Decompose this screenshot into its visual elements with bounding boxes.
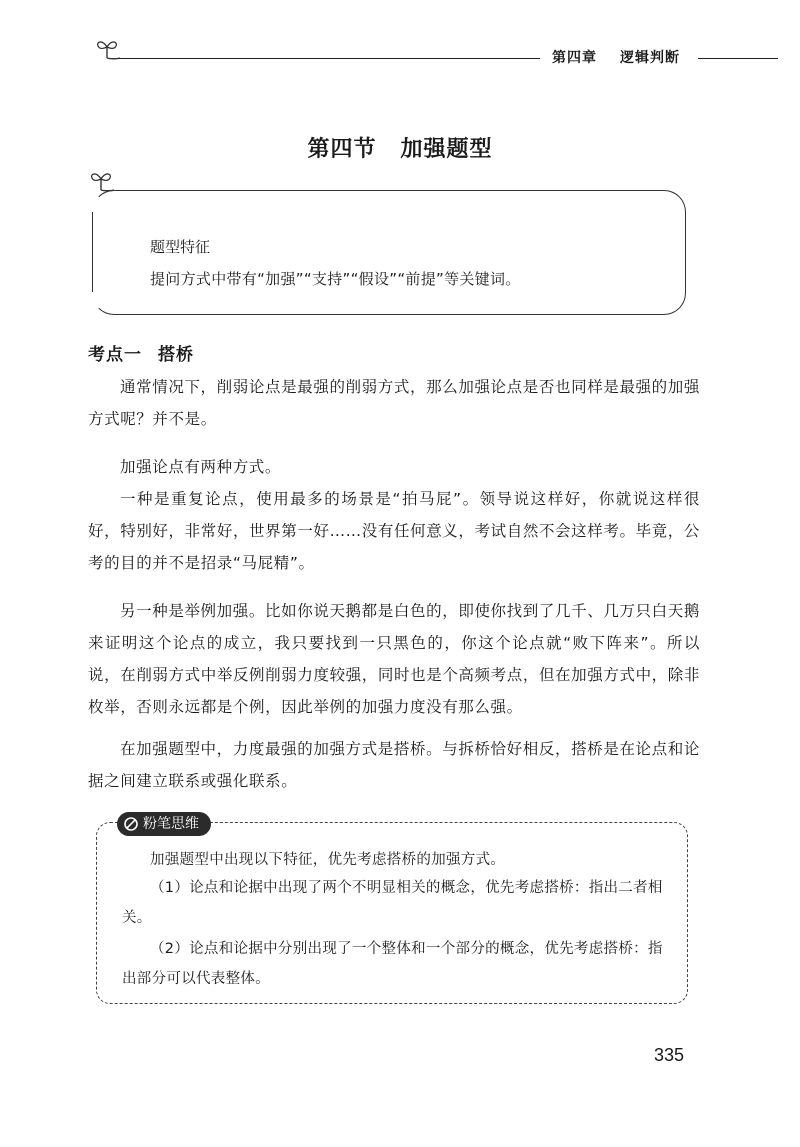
paragraph: 一种是重复论点，使用最多的场景是“拍马屁”。领导说这样好，你就说这样很好，特别好，非常好，世界第一好……没有任何意义，考试自然不会这样考。毕竟，公考的目的并不是招录“马屁精”。 — [88, 490, 700, 572]
key-point-title: 搭桥 — [158, 345, 194, 365]
key-point-heading — [88, 340, 194, 365]
header-chapter: 第四章 — [552, 50, 597, 66]
paragraph: 通常情况下，削弱论点是最强的削弱方式，那么加强论点是否也同样是最强的加强方式呢？并不是。 — [88, 378, 700, 428]
sprout-icon — [94, 36, 120, 60]
section-title — [0, 132, 800, 163]
paragraph: 加强论点有两种方式。 — [120, 458, 282, 476]
chalk-thinking-label: 粉笔思维 — [143, 816, 199, 832]
header-rule-right — [698, 58, 778, 59]
prohibit-icon — [123, 816, 139, 832]
header-topic: 逻辑判断 — [620, 50, 680, 66]
chalk-intro: 加强题型中出现以下特征，优先考虑搭桥的加强方式。 — [150, 852, 506, 868]
header-rule-left — [118, 58, 540, 59]
feature-heading: 题型特征 — [150, 238, 211, 256]
paragraph: 另一种是举例加强。比如你说天鹅都是白色的，即使你找到了几千、几万只白天鹅来证明这个论点的成立，我只要找到一只黑色的，你这个论点就“败下阵来”。所以说，在削弱方式中举反例削弱力度较强，同时也是个高频考点，但在加强方式中，除非枚举，否则永远都是个例，因此举例的加强力度没有那么强。 — [88, 602, 700, 716]
chalk-item: （2）论点和论据中分别出现了一个整体和一个部分的概念，优先考虑搭桥：指出部分可以代表整体。 — [122, 941, 663, 987]
page-number: 335 — [654, 1045, 685, 1065]
chalk-item: （1）论点和论据中出现了两个不明显相关的概念，优先考虑搭桥：指出二者相关。 — [122, 880, 663, 926]
chalk-thinking-tag — [117, 812, 211, 836]
sprout-icon — [88, 168, 114, 192]
feature-box-left-edge — [92, 212, 93, 292]
paragraph: 在加强题型中，力度最强的加强方式是搭桥。与拆桥恰好相反，搭桥是在论点和论据之间建立联系或强化联系。 — [88, 740, 700, 790]
section-name: 加强题型 — [400, 137, 493, 162]
section-number: 第四节 — [307, 137, 377, 162]
feature-text: 提问方式中带有“加强”“支持”“假设”“前提”等关键词。 — [150, 270, 521, 288]
key-point-number: 考点一 — [88, 345, 142, 365]
